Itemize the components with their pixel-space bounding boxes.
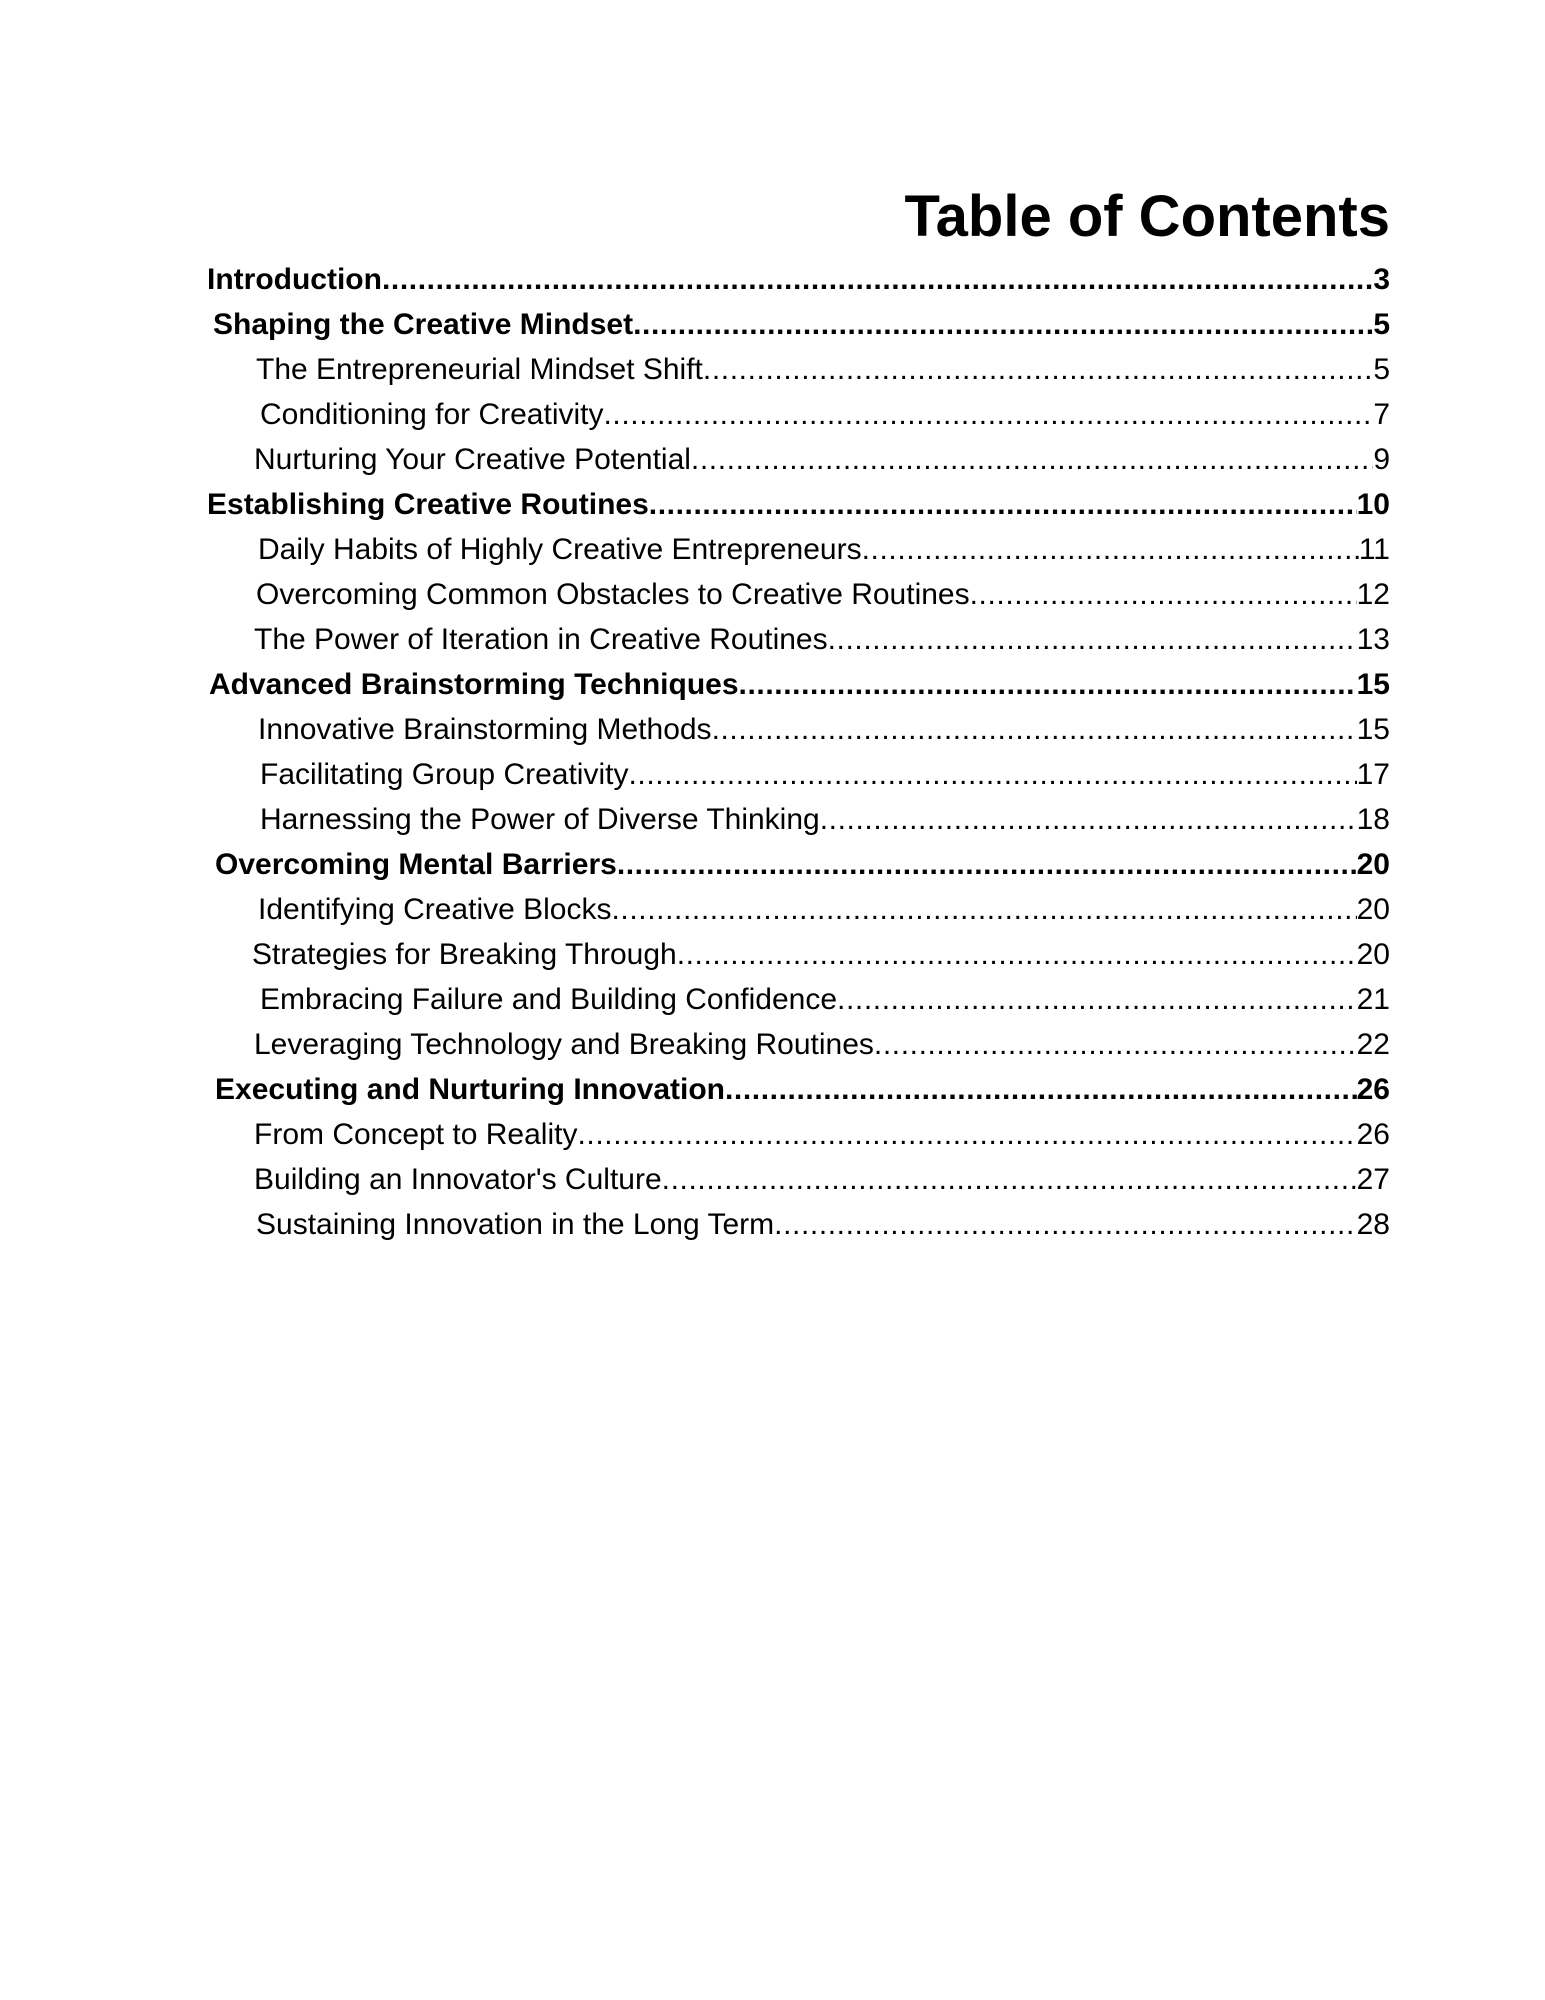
toc-entry-label: Building an Innovator's Culture [254, 1163, 662, 1196]
toc-page-number: 21 [1356, 983, 1390, 1016]
toc-dot-leader [828, 620, 1357, 660]
toc-dot-leader [820, 800, 1357, 840]
toc-entry-power-of-iteration[interactable] [254, 620, 1390, 660]
toc-dot-leader [649, 485, 1357, 525]
toc-page-number: 7 [1373, 398, 1390, 431]
toc-entry-label: Sustaining Innovation in the Long Term [256, 1208, 775, 1241]
toc-dot-leader [837, 980, 1357, 1020]
toc-dot-leader [970, 575, 1357, 615]
toc-dot-leader [874, 1025, 1357, 1065]
toc-entry-label: The Entrepreneurial Mindset Shift [256, 353, 703, 386]
toc-page-number: 15 [1356, 668, 1390, 701]
toc-entry-shaping-the-creative-mindset[interactable] [213, 305, 1390, 345]
toc-page-number: 20 [1356, 938, 1390, 971]
toc-page-number: 17 [1356, 758, 1390, 791]
toc-entry-identifying-creative-blocks[interactable] [258, 890, 1390, 930]
toc-entry-leveraging-technology[interactable] [254, 1025, 1390, 1065]
toc-entry-daily-habits[interactable] [258, 530, 1390, 570]
toc-entry-sustaining-innovation[interactable] [256, 1205, 1390, 1245]
toc-dot-leader [604, 395, 1374, 435]
toc-entry-label: Advanced Brainstorming Techniques [209, 668, 739, 701]
toc-dot-leader [382, 260, 1373, 300]
toc-entry-entrepreneurial-mindset-shift[interactable] [256, 350, 1390, 390]
toc-page-number: 9 [1373, 443, 1390, 476]
toc-entry-innovative-brainstorming-methods[interactable] [258, 710, 1390, 750]
toc-entry-from-concept-to-reality[interactable] [254, 1115, 1390, 1155]
toc-dot-leader [703, 350, 1373, 390]
toc-entry-label: Leveraging Technology and Breaking Routines [254, 1028, 874, 1061]
toc-entry-label: Innovative Brainstorming Methods [258, 713, 712, 746]
toc-page-number: 26 [1356, 1073, 1390, 1106]
toc-page-number: 5 [1373, 308, 1390, 341]
toc-page-number: 18 [1356, 803, 1390, 836]
toc-entry-conditioning-for-creativity[interactable] [260, 395, 1390, 435]
toc-entry-label: Establishing Creative Routines [207, 488, 649, 521]
toc-page-number: 5 [1373, 353, 1390, 386]
toc-dot-leader [725, 1070, 1357, 1110]
toc-dot-leader [774, 1205, 1356, 1245]
toc-entry-label: The Power of Iteration in Creative Routines [254, 623, 828, 656]
toc-entry-advanced-brainstorming-techniques[interactable] [209, 665, 1390, 705]
toc-entry-label: Embracing Failure and Building Confidence [260, 983, 838, 1016]
toc-page-number: 11 [1358, 533, 1390, 566]
toc-page-number: 10 [1356, 488, 1390, 521]
toc-entry-diverse-thinking[interactable] [260, 800, 1390, 840]
toc-dot-leader [712, 710, 1357, 750]
toc-entry-label: Daily Habits of Highly Creative Entrepreneurs [258, 533, 862, 566]
toc-page-number: 12 [1356, 578, 1390, 611]
page-title: Table of Contents [904, 184, 1390, 249]
toc-page-number: 20 [1356, 848, 1390, 881]
toc-page-number: 28 [1356, 1208, 1390, 1241]
toc-entry-introduction[interactable] [207, 260, 1390, 300]
toc-entry-strategies-for-breaking-through[interactable] [252, 935, 1390, 975]
toc-dot-leader [633, 305, 1373, 345]
toc-entry-label: Executing and Nurturing Innovation [215, 1073, 725, 1106]
toc-page-number: 13 [1356, 623, 1390, 656]
toc-entry-label: From Concept to Reality [254, 1118, 578, 1151]
toc-page-number: 15 [1356, 713, 1390, 746]
toc-dot-leader [628, 755, 1356, 795]
toc-page-number: 3 [1373, 263, 1390, 296]
toc-entry-embracing-failure[interactable] [260, 980, 1390, 1020]
toc-dot-leader [617, 845, 1357, 885]
toc-entry-building-an-innovators-culture[interactable] [254, 1160, 1390, 1200]
toc-page-number: 26 [1356, 1118, 1390, 1151]
toc-entry-nurturing-your-creative-potential[interactable] [254, 440, 1390, 480]
toc-dot-leader [612, 890, 1357, 930]
toc-entry-label: Nurturing Your Creative Potential [254, 443, 691, 476]
toc-page-number: 20 [1356, 893, 1390, 926]
toc-dot-leader [577, 1115, 1356, 1155]
toc-entry-label: Introduction [207, 263, 382, 296]
toc-entry-label: Facilitating Group Creativity [260, 758, 629, 791]
toc-entry-overcoming-common-obstacles[interactable] [256, 575, 1390, 615]
toc-entry-establishing-creative-routines[interactable] [207, 485, 1390, 525]
toc-page-number: 22 [1356, 1028, 1390, 1061]
toc-entry-label: Harnessing the Power of Diverse Thinking [260, 803, 820, 836]
toc-entry-facilitating-group-creativity[interactable] [260, 755, 1390, 795]
toc-page-number: 27 [1356, 1163, 1390, 1196]
toc-entry-label: Shaping the Creative Mindset [213, 308, 634, 341]
toc-dot-leader [662, 1160, 1357, 1200]
toc-dot-leader [862, 530, 1359, 570]
toc-entry-executing-and-nurturing-innovation[interactable] [215, 1070, 1390, 1110]
toc-dot-leader [739, 665, 1357, 705]
toc-entry-label: Overcoming Mental Barriers [215, 848, 617, 881]
toc-entry-overcoming-mental-barriers[interactable] [215, 845, 1390, 885]
toc-entry-label: Overcoming Common Obstacles to Creative Routines [256, 578, 970, 611]
toc-dot-leader [691, 440, 1373, 480]
toc-entry-label: Strategies for Breaking Through [252, 938, 677, 971]
toc-entry-label: Conditioning for Creativity [260, 398, 604, 431]
toc-dot-leader [677, 935, 1357, 975]
toc-entry-label: Identifying Creative Blocks [258, 893, 612, 926]
